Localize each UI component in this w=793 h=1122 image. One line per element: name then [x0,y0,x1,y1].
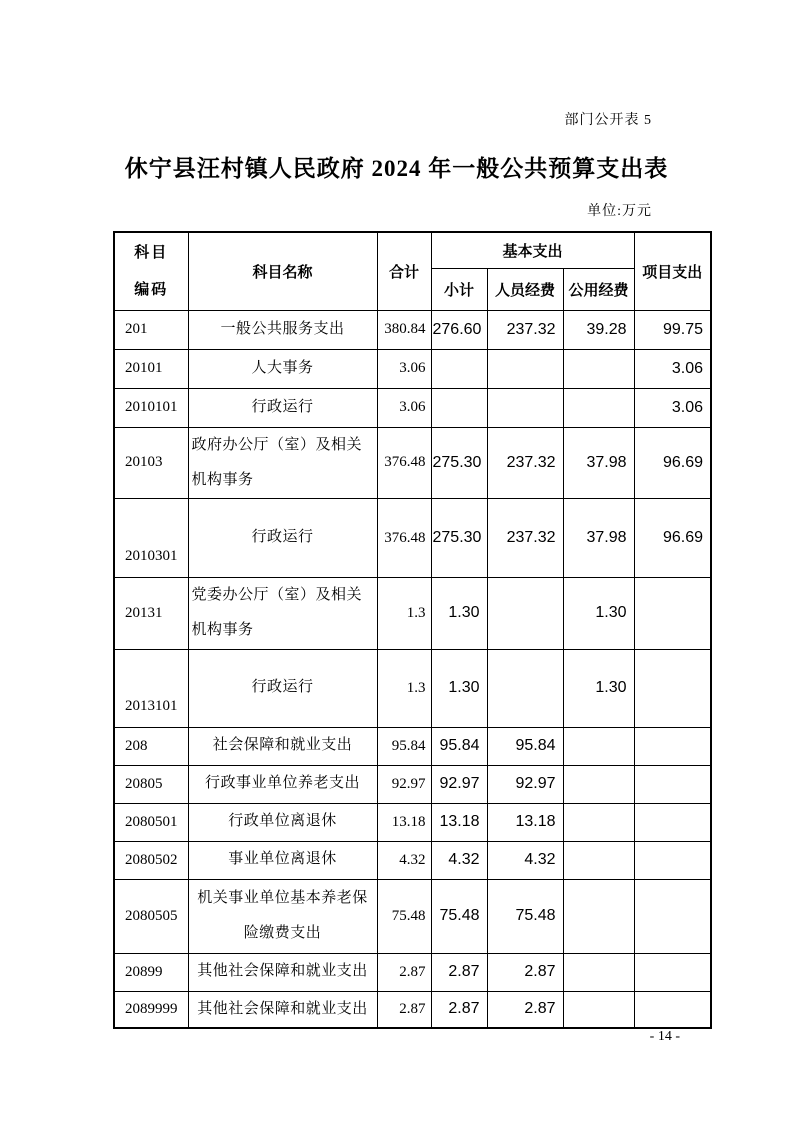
table-row [114,879,711,953]
table-row [114,499,711,578]
cell-project: 3.06 [634,349,711,388]
cell-project: 3.06 [634,388,711,427]
cell-public [563,388,634,427]
cell-personnel [487,349,563,388]
col-header-personnel: 人员经费 [487,268,563,310]
cell-subtotal: 4.32 [431,841,487,879]
cell-subtotal: 1.30 [431,578,487,650]
table-body [114,310,711,1028]
col-header-total: 合计 [377,232,431,310]
cell-public [563,953,634,991]
page-number: - 14 - [649,1029,680,1044]
table-row [114,953,711,991]
cell-code: 20131 [114,578,188,650]
cell-code: 2010301 [114,499,188,578]
cell-total: 3.06 [377,388,431,427]
cell-name: 人大事务 [188,349,377,388]
cell-total: 3.06 [377,349,431,388]
page-title: 休宁县汪村镇人民政府 2024 年一般公共预算支出表 [124,156,669,181]
cell-personnel: 237.32 [487,499,563,578]
cell-code: 20101 [114,349,188,388]
cell-total: 376.48 [377,499,431,578]
cell-public [563,879,634,953]
cell-personnel: 2.87 [487,953,563,991]
col-header-project: 项目支出 [634,232,711,310]
table-row [114,649,711,727]
col-header-code [114,232,188,310]
cell-project [634,765,711,803]
cell-name: 行政事业单位养老支出 [188,765,377,803]
table-row [114,388,711,427]
cell-name: 政府办公厅（室）及相关机构事务 [188,427,377,499]
cell-total: 13.18 [377,803,431,841]
cell-project [634,879,711,953]
cell-code: 2010101 [114,388,188,427]
cell-project [634,578,711,650]
cell-subtotal: 1.30 [431,649,487,727]
cell-total: 4.32 [377,841,431,879]
col-header-name: 科目名称 [188,232,377,310]
table-row [114,349,711,388]
cell-subtotal: 2.87 [431,991,487,1028]
cell-project [634,803,711,841]
cell-project: 99.75 [634,310,711,349]
cell-name: 社会保障和就业支出 [188,727,377,765]
cell-subtotal: 2.87 [431,953,487,991]
cell-personnel: 2.87 [487,991,563,1028]
cell-public [563,841,634,879]
cell-public [563,727,634,765]
cell-name: 事业单位离退休 [188,841,377,879]
cell-public [563,803,634,841]
cell-subtotal: 75.48 [431,879,487,953]
cell-personnel [487,578,563,650]
table-row [114,427,711,499]
cell-project [634,841,711,879]
cell-name: 行政单位离退休 [188,803,377,841]
cell-name: 行政运行 [188,499,377,578]
cell-project [634,953,711,991]
cell-total: 1.3 [377,649,431,727]
cell-public: 37.98 [563,499,634,578]
unit-label: 单位:万元 [587,204,652,219]
cell-public [563,991,634,1028]
cell-name: 行政运行 [188,649,377,727]
cell-code: 2080505 [114,879,188,953]
cell-total: 1.3 [377,578,431,650]
cell-public: 39.28 [563,310,634,349]
cell-personnel: 75.48 [487,879,563,953]
table-row [114,765,711,803]
cell-name: 党委办公厅（室）及相关机构事务 [188,578,377,650]
cell-code: 2089999 [114,991,188,1028]
cell-personnel: 13.18 [487,803,563,841]
doc-label: 部门公开表 5 [564,113,652,128]
table-row [114,991,711,1028]
cell-code: 2080502 [114,841,188,879]
cell-public [563,349,634,388]
cell-total: 2.87 [377,991,431,1028]
cell-total: 380.84 [377,310,431,349]
table-header [114,232,711,310]
cell-name: 其他社会保障和就业支出 [188,991,377,1028]
cell-code: 20899 [114,953,188,991]
cell-subtotal: 95.84 [431,727,487,765]
cell-project [634,991,711,1028]
cell-project: 96.69 [634,427,711,499]
cell-public: 1.30 [563,649,634,727]
cell-code: 2080501 [114,803,188,841]
cell-personnel: 237.32 [487,427,563,499]
cell-total: 95.84 [377,727,431,765]
cell-public: 37.98 [563,427,634,499]
cell-project [634,649,711,727]
cell-public: 1.30 [563,578,634,650]
cell-subtotal: 276.60 [431,310,487,349]
cell-total: 75.48 [377,879,431,953]
cell-total: 92.97 [377,765,431,803]
table-row [114,578,711,650]
cell-name: 其他社会保障和就业支出 [188,953,377,991]
cell-name: 一般公共服务支出 [188,310,377,349]
cell-code: 20805 [114,765,188,803]
cell-project: 96.69 [634,499,711,578]
cell-total: 2.87 [377,953,431,991]
budget-table [113,231,712,1029]
col-header-code-label: 科目编码 [134,243,169,299]
cell-code: 2013101 [114,649,188,727]
cell-subtotal [431,349,487,388]
cell-code: 201 [114,310,188,349]
cell-subtotal: 92.97 [431,765,487,803]
cell-subtotal: 275.30 [431,427,487,499]
cell-code: 20103 [114,427,188,499]
table-row [114,841,711,879]
cell-total: 376.48 [377,427,431,499]
table-row [114,803,711,841]
cell-subtotal [431,388,487,427]
cell-personnel [487,388,563,427]
cell-name: 行政运行 [188,388,377,427]
cell-personnel: 92.97 [487,765,563,803]
cell-personnel: 95.84 [487,727,563,765]
cell-project [634,727,711,765]
table-row [114,727,711,765]
table-row [114,310,711,349]
cell-personnel [487,649,563,727]
cell-subtotal: 275.30 [431,499,487,578]
col-header-basic: 基本支出 [431,232,634,268]
cell-name: 机关事业单位基本养老保险缴费支出 [188,879,377,953]
cell-personnel: 4.32 [487,841,563,879]
cell-public [563,765,634,803]
cell-code: 208 [114,727,188,765]
col-header-subtotal: 小计 [431,268,487,310]
cell-personnel: 237.32 [487,310,563,349]
header-row-top [114,232,711,268]
cell-subtotal: 13.18 [431,803,487,841]
col-header-public: 公用经费 [563,268,634,310]
